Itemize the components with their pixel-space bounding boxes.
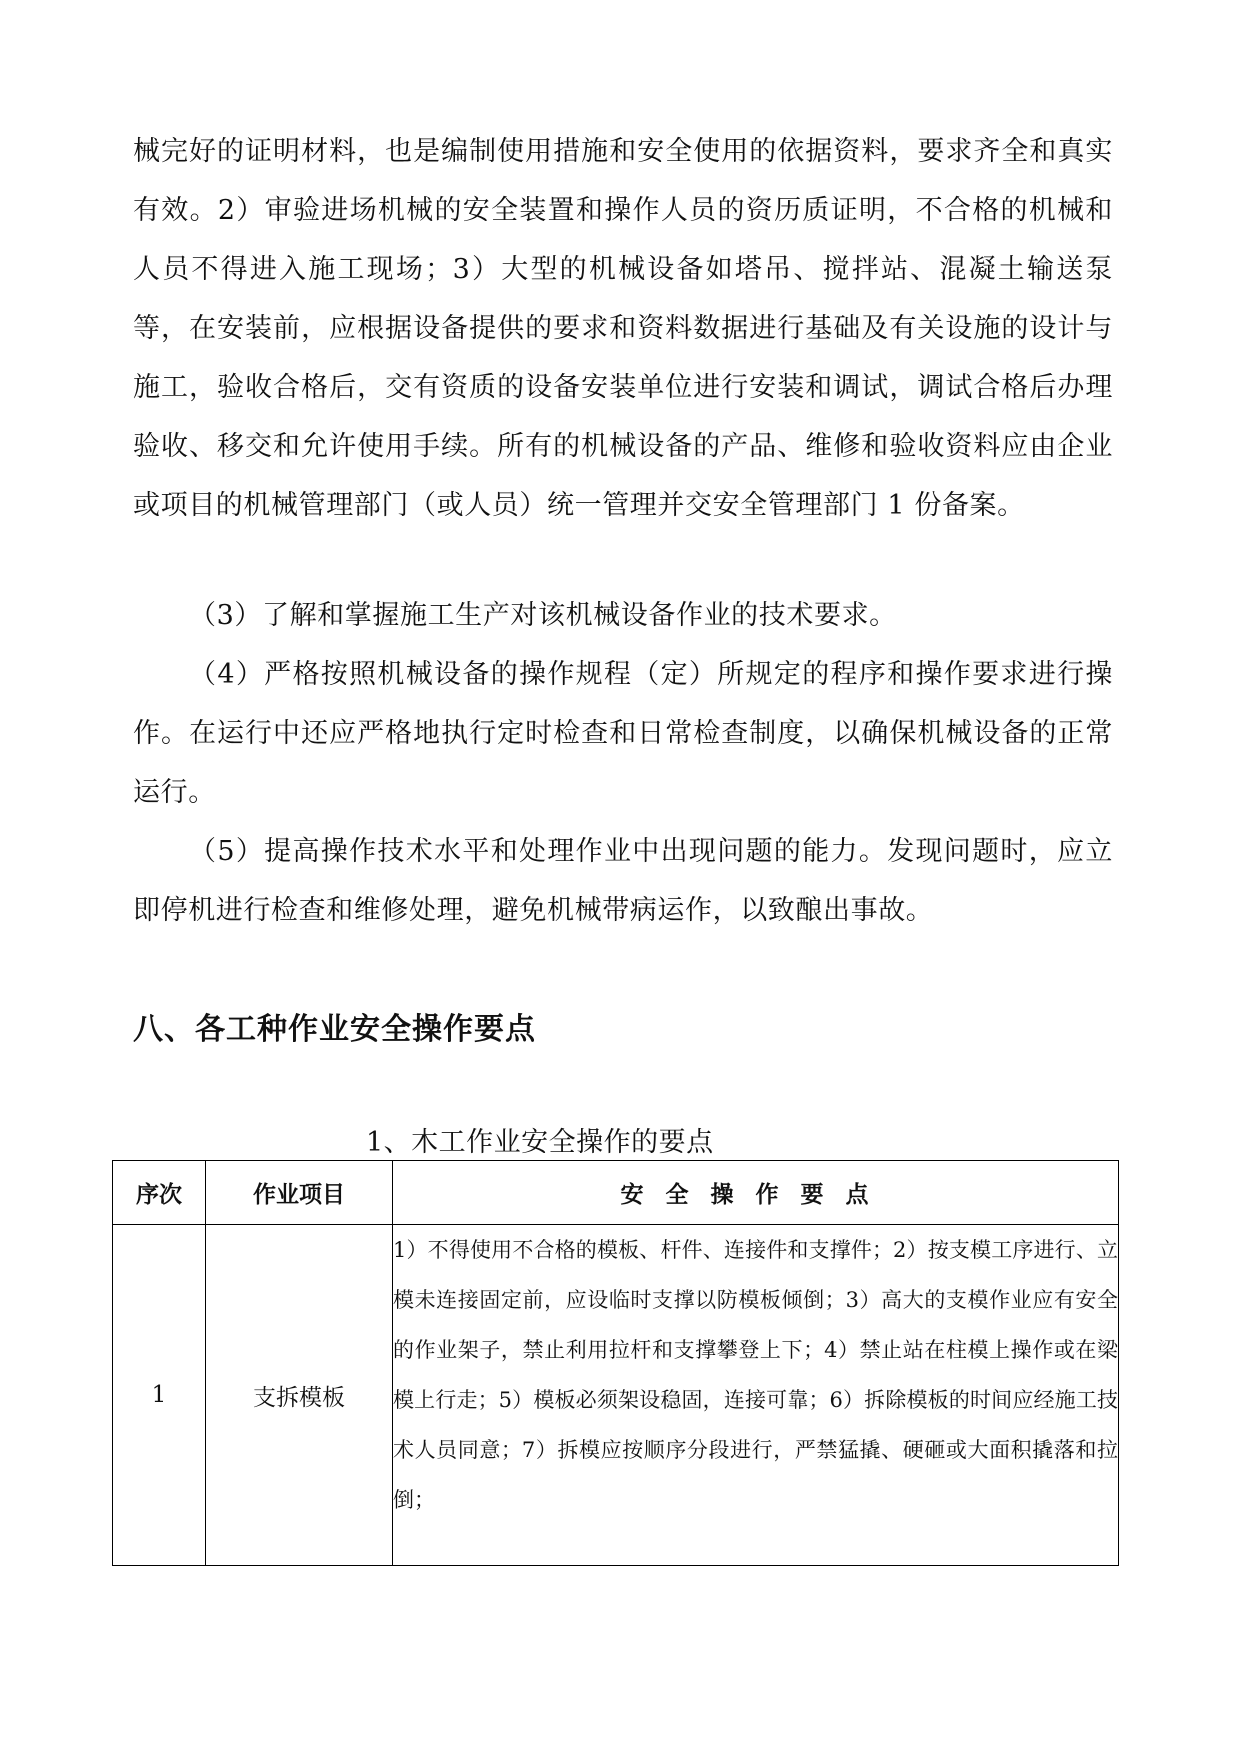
safety-operations-table [112,1160,1119,1566]
header-item: 作业项目 [206,1161,393,1225]
section-heading: 八、各工种作业安全操作要点 [133,1012,536,1047]
paragraph-machine-inspection: 械完好的证明材料，也是编制使用措施和安全使用的依据资料，要求齐全和真实有效。2）审验进场机械的安全装置和操作人员的资历质证明，不合格的机械和人员不得进入施工现场；3）大型的机械设备如塔吊、搅拌站、混凝土输送泵等，在安装前，应根据设备提供的要求和资料数据进行基础及有关设施的设计与施工，验收合格后，交有资质的设备安装单位进行安装和调试，调试合格后办理验收、移交和允许使用手续。所有的机械设备的产品、维修和验收资料应由企业或项目的机械管理部门（或人员）统一管理并交安全管理部门 1 份备案。 [133,136,1113,521]
table-title: 1、木工作业安全操作的要点 [366,1127,714,1158]
row-item: 支拆模板 [206,1225,393,1566]
row-seq: 1 [113,1225,206,1566]
table-row [113,1225,1119,1566]
paragraph-item-5: （5）提高操作技术水平和处理作业中出现问题的能力。发现问题时，应立即停机进行检查和维修处理，避免机械带病运作，以致酿出事故。 [133,836,1113,926]
paragraph-item-4: （4）严格按照机械设备的操作规程（定）所规定的程序和操作要求进行操作。在运行中还应严格地执行定时检查和日常检查制度，以确保机械设备的正常运行。 [133,659,1113,808]
table-header-row [113,1161,1119,1225]
paragraph-item-3: （3）了解和掌握施工生产对该机械设备作业的技术要求。 [189,600,897,631]
header-seq: 序次 [113,1161,206,1225]
row-points: 1）不得使用不合格的模板、杆件、连接件和支撑件；2）按支模工序进行、立模未连接固定前，应设临时支撑以防模板倾倒；3）高大的支模作业应有安全的作业架子，禁止利用拉杆和支撑攀登上下；4）禁止站在柱模上操作或在梁模上行走；5）模板必须架设稳固，连接可靠；6）拆除模板的时间应经施工技术人员同意；7）拆模应按顺序分段进行，严禁猛撬、硬砸或大面积撬落和拉倒； [393,1225,1119,1566]
header-points: 安全操作要点 [393,1161,1119,1225]
